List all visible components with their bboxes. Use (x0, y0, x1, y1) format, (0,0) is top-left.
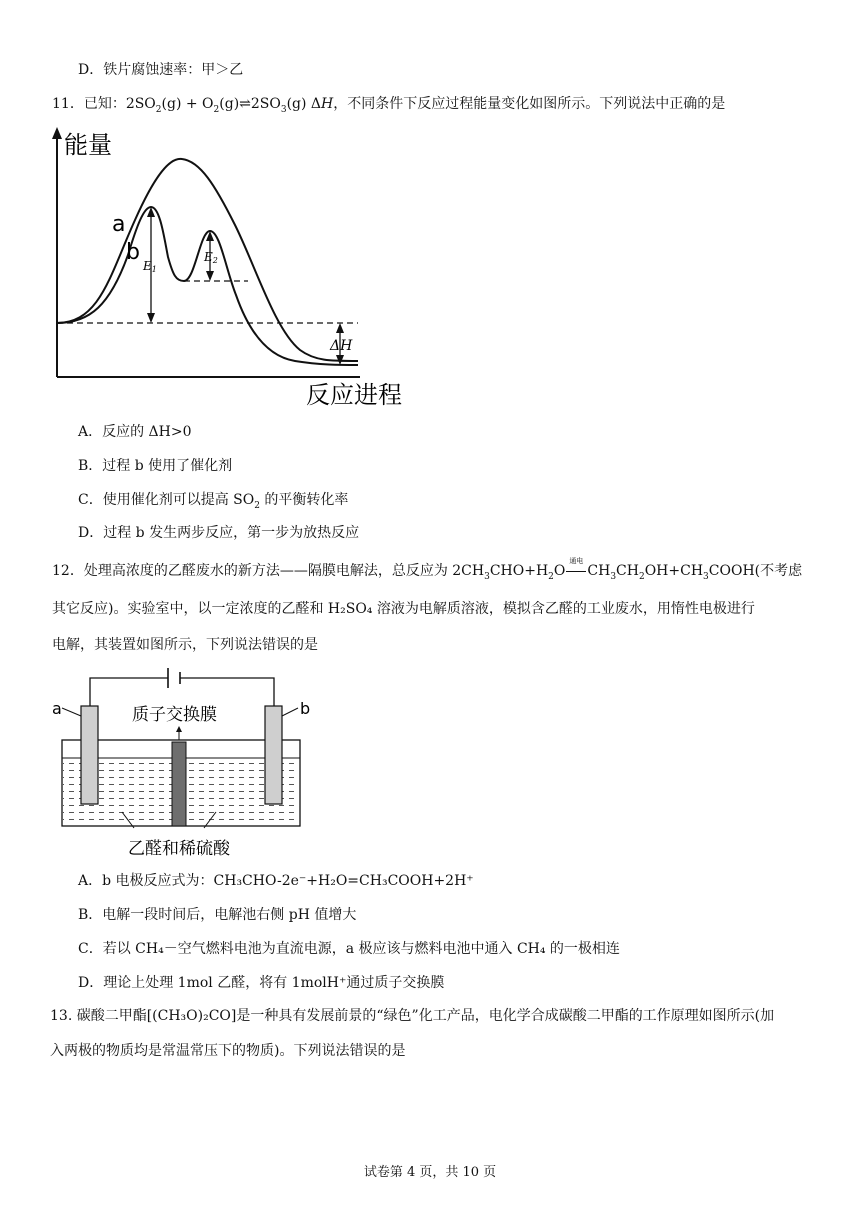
q11-option-c: C．使用催化剂可以提高 $SO_2$ 的平衡转化率 (78, 492, 349, 511)
wire-left (90, 678, 168, 706)
membrane-arrow-icon (176, 726, 182, 732)
e1-label: E1 (143, 259, 157, 274)
q12-option-b: B．电解一段时间后，电解池右侧 pH 值增大 (78, 907, 357, 923)
q13-stem-line2: 入两极的物质均是常温常压下的物质)。下列说法错误的是 (50, 1043, 406, 1059)
e2-label: E2 (204, 250, 218, 265)
e2-arrow-down-icon (206, 271, 214, 281)
dh-label: ΔH (330, 338, 353, 354)
electrode-a (81, 706, 98, 804)
x-axis-label: 反应进程 (306, 381, 402, 409)
q10-option-d: D．铁片腐蚀速率：甲＞乙 (78, 62, 244, 78)
curve-b (57, 207, 358, 365)
electrode-a-leader (62, 708, 81, 716)
wire-right (180, 678, 274, 706)
q12-stem-line1: 12．处理高浓度的乙醛废水的新方法——隔膜电解法，总反应为 $2CH_3CHO+H_2O$ 通电 $CH_3CH_2OH+CH_3COOH$(不考虑 (52, 562, 802, 580)
q11-option-a: A．反应的 ΔH>0 (78, 424, 192, 440)
electrolysis-condition: 通电 (569, 557, 584, 565)
curve-a-label: a (112, 212, 126, 237)
electrolysis-condition-arrow (565, 557, 587, 580)
q12-option-c: C．若以 CH₄－空气燃料电池为直流电源，a 极应该与燃料电池中通入 CH₄ 的一极相连 (78, 941, 620, 957)
y-axis-label: 能量 (64, 131, 112, 159)
q11-option-c-pre: C．使用催化剂可以提高 SO (78, 492, 255, 508)
q11-stem-prefix: 11．已知：2SO (52, 96, 156, 112)
q11-option-d: D．过程 b 发生两步反应，第一步为放热反应 (78, 525, 360, 541)
electrolysis-apparatus (48, 662, 348, 862)
electrode-a-label: a (52, 699, 62, 718)
q11-option-b: B．过程 b 使用了催化剂 (78, 458, 233, 474)
electrode-b (265, 706, 282, 804)
q13-stem-line1: 13. 碳酸二甲酯[(CH₃O)₂CO]是一种具有发展前景的“绿色”化工产品，电化学合成碳酸二甲酯的工作原理如图所示(加 (50, 1008, 775, 1024)
q11-stem: 11．已知：$2SO_2(g)$ + $O_2(g)\rightleftharpoons 2SO_3(g)$ ΔH，不同条件下反应过程能量变化如图所示。下列说法中正确的是 (52, 96, 726, 115)
q12-line1-suffix: (不考虑 (754, 563, 803, 579)
e1-arrow-down-icon (147, 313, 155, 323)
electrode-b-label: b (300, 699, 311, 718)
q12-line1-prefix: 12．处理高浓度的乙醛废水的新方法——隔膜电解法，总反应为 (52, 563, 453, 579)
q12-option-d: D．理论上处理 1mol 乙醛，将有 1molH⁺通过质子交换膜 (78, 975, 445, 991)
solution-label: 乙醛和稀硫酸 (128, 839, 230, 859)
q11-option-c-post: 的平衡转化率 (259, 492, 349, 508)
q12-stem-line2: 其它反应)。实验室中，以一定浓度的乙醛和 H₂SO₄ 溶液为电解质溶液，模拟含乙醛的工业废水，用惰性电极进行 (52, 601, 755, 617)
energy-diagram (40, 125, 420, 415)
electrode-b-leader (282, 708, 298, 716)
y-axis-arrow-icon (52, 127, 62, 139)
q12-stem-line3: 电解，其装置如图所示，下列说法错误的是 (52, 637, 318, 653)
page-footer: 试卷第 4 页，共 10 页 (363, 1165, 497, 1180)
membrane-label: 质子交换膜 (132, 705, 217, 725)
curve-b-label: b (126, 240, 140, 265)
proton-exchange-membrane (172, 742, 186, 826)
q12-option-a: A．b 电极反应式为：CH₃CHO-2e⁻+H₂O=CH₃COOH+2H⁺ (78, 873, 474, 889)
dh-arrow-up-icon (336, 323, 344, 333)
q11-stem-rest: ，不同条件下反应过程能量变化如图所示。下列说法中正确的是 (333, 96, 726, 112)
